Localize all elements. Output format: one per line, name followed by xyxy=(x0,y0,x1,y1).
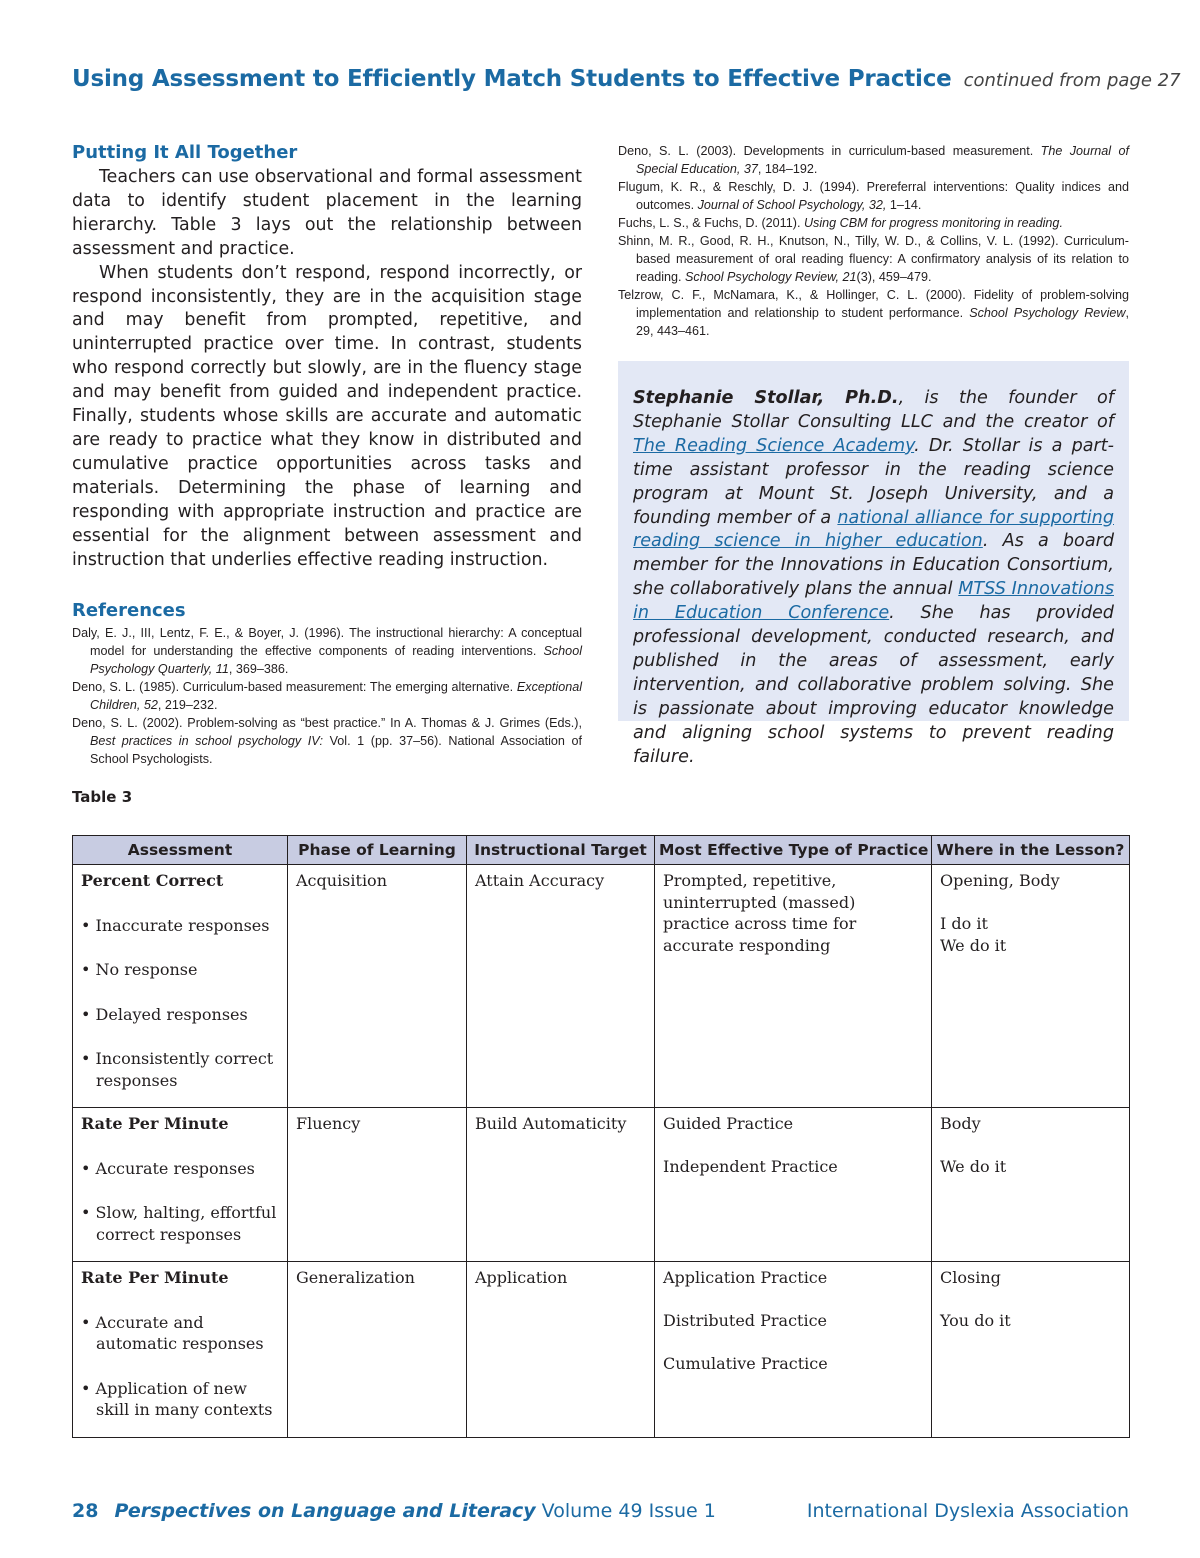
cell-text: Cumulative Practice xyxy=(663,1354,828,1373)
mtss-conference-link[interactable]: MTSS Innovations in Education Conference xyxy=(633,579,1114,624)
cell-text: Fluency xyxy=(296,1114,361,1133)
cell-text: Prompted, repetitive, uninterrupted (massed) practice across time for accurate responding xyxy=(663,871,857,955)
reference-source: Exceptional Children, 52 xyxy=(90,680,582,713)
reference-text: , 29, 443–461. xyxy=(636,306,1130,338)
cell-text: We do it xyxy=(940,935,1007,955)
reference-entry xyxy=(618,178,1129,214)
cell-text: You do it xyxy=(940,1311,1011,1330)
cell-text: Guided Practice xyxy=(663,1114,794,1133)
organization-name: International Dyslexia Association xyxy=(806,1500,1129,1522)
assessment-measure: Rate Per Minute xyxy=(81,1114,229,1133)
reference-entry xyxy=(72,714,582,768)
assessment-cell xyxy=(73,1262,288,1438)
cell-text: Body xyxy=(940,1114,981,1133)
assessment-practice-table xyxy=(72,835,1130,1438)
continued-note: continued from page 27 xyxy=(963,70,1181,91)
reference-text: Deno, S. L. (1985). Curriculum-based measurement: The emerging alternative. xyxy=(72,680,517,695)
assessment-indicator: • Application of new skill in many contexts xyxy=(81,1378,273,1419)
column-header: Instructional Target xyxy=(467,836,655,865)
reference-text: Fuchs, L. S., & Fuchs, D. (2011). xyxy=(618,216,804,230)
column-header: Where in the Lesson? xyxy=(932,836,1130,865)
cell-text: Closing xyxy=(940,1268,1001,1287)
reference-source: Best practices in school psychology IV: xyxy=(90,734,323,749)
table-body xyxy=(73,865,1130,1438)
cell-text: Opening, Body xyxy=(940,871,1060,890)
practice-cell xyxy=(655,1262,932,1438)
journal-name: Perspectives on Language and Literacy xyxy=(114,1500,536,1522)
assessment-cell xyxy=(73,1108,288,1262)
column-header: Most Effective Type of Practice xyxy=(655,836,932,865)
reference-text: (3), 459–479. xyxy=(856,270,932,284)
reference-text: Flugum, K. R., & Reschly, D. J. (1994). Prereferral interventions: Quality indices and outcomes. xyxy=(618,180,1129,212)
reference-text: 1–14. xyxy=(886,198,922,212)
phase-cell xyxy=(288,865,467,1108)
cell-text: Independent Practice xyxy=(663,1157,838,1176)
table-row xyxy=(73,1262,1130,1438)
article-title: Using Assessment to Efficiently Match Students to Effective Practice xyxy=(72,66,952,92)
reference-text: , 219–232. xyxy=(157,698,218,713)
page-footer xyxy=(72,1500,1129,1522)
table-caption: Table 3 xyxy=(72,788,133,806)
assessment-measure: Rate Per Minute xyxy=(81,1268,229,1287)
column-header: Assessment xyxy=(73,836,288,865)
author-bio xyxy=(633,387,1114,770)
spacer xyxy=(663,1135,923,1157)
reference-source: School Psychology Quarterly, 11 xyxy=(90,644,582,677)
reference-source: School Psychology Review, 21 xyxy=(685,270,857,284)
references-list-left xyxy=(72,624,582,768)
spacer xyxy=(940,1289,1121,1311)
lesson-cell xyxy=(932,1108,1130,1262)
national-alliance-link[interactable]: national alliance for supporting reading science in higher education xyxy=(633,507,1114,552)
assessment-indicator: • Delayed responses xyxy=(81,1004,248,1024)
volume-issue: Volume 49 Issue 1 xyxy=(541,1500,716,1522)
reference-entry xyxy=(618,286,1129,340)
bio-text: , is the founder of Stephanie Stollar Consulting LLC and the creator of xyxy=(633,388,1114,432)
spacer xyxy=(663,1289,923,1311)
reference-text: Telzrow, C. F., McNamara, K., & Hollinger, C. L. (2000). Fidelity of problem-solving implementation and relationship to student performance. xyxy=(618,288,1129,320)
reference-text: , 369–386. xyxy=(228,662,289,677)
assessment-indicator: • Inconsistently correct responses xyxy=(81,1049,274,1090)
cell-text: Application Practice xyxy=(663,1268,828,1287)
assessment-indicator: • Accurate and automatic responses xyxy=(81,1312,264,1353)
bio-text: . Dr. Stollar is a part-time assistant professor in the reading science program at Mount St. Joseph University, and a founding member of a xyxy=(633,435,1114,528)
practice-cell xyxy=(655,1108,932,1262)
reference-source: Using CBM for progress monitoring in reading. xyxy=(803,216,1063,230)
cell-text: Build Automaticity xyxy=(475,1114,627,1133)
reference-text: Vol. 1 (pp. 37–56). National Association of School Psychologists. xyxy=(90,734,582,767)
cell-text: We do it xyxy=(940,1157,1007,1176)
spacer xyxy=(663,1332,923,1354)
page-header xyxy=(72,66,1181,92)
author-name: Stephanie Stollar, Ph.D. xyxy=(633,388,899,408)
section-heading: Putting It All Together xyxy=(72,142,298,163)
right-column xyxy=(618,142,1129,340)
reference-text: Deno, S. L. (2002). Problem-solving as “best practice.” In A. Thomas & J. Grimes (Eds.), xyxy=(72,716,582,731)
author-bio-box xyxy=(618,361,1129,767)
cell-text: I do it xyxy=(940,914,988,933)
spacer xyxy=(940,892,1121,914)
table-row xyxy=(73,865,1130,1108)
assessment-indicator: • Slow, halting, effortful correct responses xyxy=(81,1203,277,1244)
cell-text: Distributed Practice xyxy=(663,1311,828,1330)
target-cell xyxy=(467,1262,655,1438)
target-cell xyxy=(467,865,655,1108)
bio-text: . As a board member for the Innovations in Education Consortium, she collaboratively plans the annual xyxy=(633,531,1115,600)
body-paragraph: When students don’t respond, respond incorrectly, or respond inconsistently, they are in the acquisition stage and may benefit from prompted, repetitive, and uninterrupted practice over time. In contrast, students who respond correctly but slowly, are in the fluency stage and may benefit from guided and independent practice. Finally, students whose skills are accurate and automatic are ready to practice what they know in distributed and cumulative practice opportunities across tasks and materials. Determining the phase of learning and responding with appropriate instruction and practice are essential for the alignment between assessment and instruction that underlies effective reading instruction. xyxy=(72,262,582,570)
phase-cell xyxy=(288,1108,467,1262)
lesson-cell xyxy=(932,1262,1130,1438)
phase-cell xyxy=(288,1262,467,1438)
references-list-right xyxy=(618,142,1129,340)
reference-entry xyxy=(618,214,1129,232)
target-cell xyxy=(467,1108,655,1262)
reference-text: Shinn, M. R., Good, R. H., Knutson, N., Tilly, W. D., & Collins, V. L. (1992). Curriculum-based measurement of oral reading fluency: A confirmatory analysis of its relation to reading. xyxy=(618,234,1129,284)
cell-text: Acquisition xyxy=(296,871,387,890)
reference-entry xyxy=(618,142,1129,178)
cell-text: Generalization xyxy=(296,1268,415,1287)
assessment-measure: Percent Correct xyxy=(81,871,224,890)
table-row xyxy=(73,1108,1130,1262)
practice-cell xyxy=(655,865,932,1108)
cell-text: Attain Accuracy xyxy=(475,871,605,890)
reading-science-academy-link[interactable]: The Reading Science Academy xyxy=(633,435,915,456)
table-header-row xyxy=(73,836,1130,865)
cell-text: Application xyxy=(475,1268,568,1287)
assessment-indicator: • No response xyxy=(81,960,198,979)
references-heading: References xyxy=(72,600,186,622)
body-paragraph: Teachers can use observational and formal assessment data to identify student placement in the learning hierarchy. Table 3 lays out the relationship between assessment and practice. xyxy=(72,167,582,259)
reference-entry xyxy=(72,678,582,714)
reference-source: Journal of School Psychology, 32, xyxy=(697,198,887,212)
reference-entry xyxy=(618,232,1129,286)
assessment-cell xyxy=(73,865,288,1108)
reference-text: Deno, S. L. (2003). Developments in curriculum-based measurement. xyxy=(618,144,1041,158)
reference-source: The Journal of Special Education, 37 xyxy=(636,144,1129,176)
reference-text: , 184–192. xyxy=(757,162,818,176)
left-column xyxy=(72,142,582,768)
page-number: 28 xyxy=(72,1500,99,1522)
reference-entry xyxy=(72,624,582,678)
spacer xyxy=(940,1135,1121,1157)
lesson-cell xyxy=(932,865,1130,1108)
reference-source: School Psychology Review xyxy=(969,306,1126,320)
column-header: Phase of Learning xyxy=(288,836,467,865)
bio-text: . She has provided professional development, conducted research, and published in the areas of assessment, early intervention, and collaborative problem solving. She is passionate about improving educator knowledge and aligning school systems to prevent reading failure. xyxy=(633,603,1114,767)
assessment-indicator: • Inaccurate responses xyxy=(81,915,270,935)
assessment-indicator: • Accurate responses xyxy=(81,1158,255,1178)
reference-text: Daly, E. J., III, Lentz, F. E., & Boyer, J. (1996). The instructional hierarchy: A conceptual model for understanding the effective components of reading interventions. xyxy=(72,626,582,659)
